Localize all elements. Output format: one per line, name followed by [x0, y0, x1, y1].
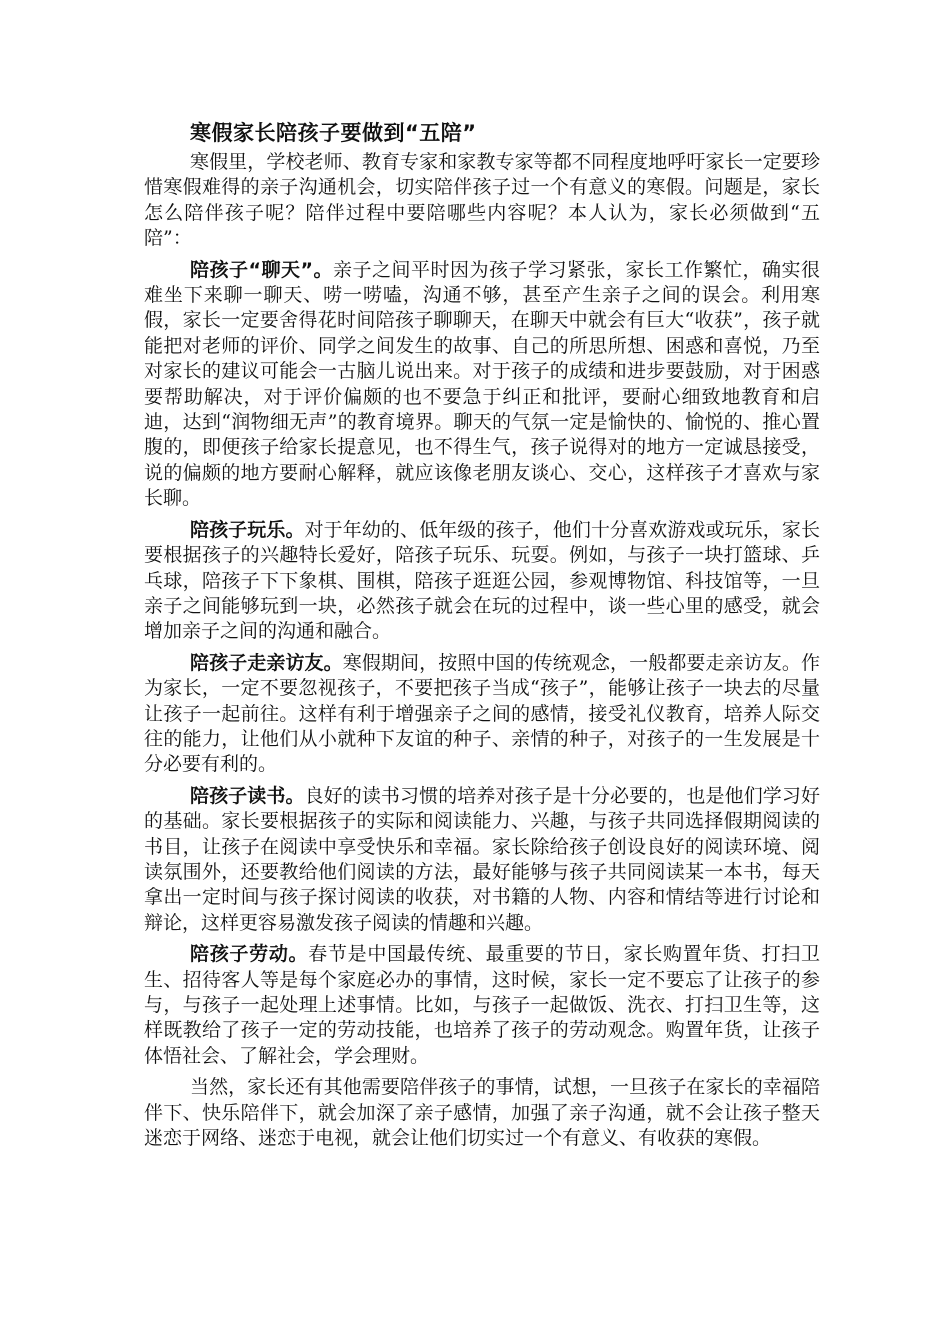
- section-visit-heading: 陪孩子走亲访友。: [190, 651, 343, 674]
- document-title: 寒假家长陪孩子要做到“五陪”: [190, 121, 477, 145]
- section-read: [144, 784, 820, 936]
- section-play-body: 对于年幼的、低年级的孩子，他们十分喜欢游戏或玩乐，家长要根据孩子的兴趣特长爱好，陪孩子玩乐、玩耍。例如，与孩子一块打篮球、乒乓球，陪孩子下下象棋、围棋，陪孩子逛逛公园，参观博物馆、科技馆等，一旦亲子之间能够玩到一块，必然孩子就会在玩的过程中，谈一些心里的感受，就会增加亲子之间的沟通和融合。: [144, 518, 820, 643]
- section-labor-body: 春节是中国最传统、最重要的节日，家长购置年货、打扫卫生、招待客人等是每个家庭必办的事情，这时候，家长一定不要忘了让孩子的参与，与孩子一起处理上述事情。比如，与孩子一起做饭、洗衣、打扫卫生等，这样既教给了孩子一定的劳动技能，也培养了孩子的劳动观念。购置年货，让孩子体悟社会、了解社会，学会理财。: [144, 943, 820, 1067]
- document-page: [144, 118, 820, 1157]
- section-chat: [144, 258, 820, 512]
- section-chat-heading: 陪孩子“聊天”。: [190, 258, 333, 281]
- section-read-body: 良好的读书习惯的培养对孩子是十分必要的，也是他们学习好的基础。家长要根据孩子的实际和阅读能力、兴趣，与孩子共同选择假期阅读的书目，让孩子在阅读中享受快乐和幸福。家长除给孩子创设良好的阅读环境、阅读氛围外，还要教给他们阅读的方法，最好能够与孩子共同阅读某一本书，每天拿出一定时间与孩子探讨阅读的收获，对书籍的人物、内容和情结等进行讨论和辩论，这样更容易激发孩子阅读的情趣和兴趣。: [144, 784, 820, 934]
- section-play: [144, 518, 820, 645]
- section-labor-heading: 陪孩子劳动。: [190, 943, 309, 966]
- section-chat-body: 亲子之间平时因为孩子学习紧张，家长工作繁忙，确实很难坐下来聊一聊天、唠一唠嗑，沟通不够，甚至产生亲子之间的误会。利用寒假，家长一定要舍得花时间陪孩子聊聊天，在聊天中就会有巨大“收获”，孩子就能把对老师的评价、同学之间发生的故事、自己的所思所想、困惑和喜悦，乃至对家长的建议可能会一古脑儿说出来。对于孩子的成绩和进步要鼓励，对于困惑要帮助解决，对于评价偏颇的也不要急于纠正和批评，要耐心细致地教育和启迪，达到“润物细无声”的教育境界。聊天的气氛一定是愉快的、愉悦的、推心置腹的，即便孩子给家长提意见，也不得生气，孩子说得对的地方一定诚恳接受，说的偏颇的地方要耐心解释，就应该像老朋友谈心、交心，这样孩子才喜欢与家长聊。: [144, 258, 820, 510]
- section-visit: [144, 651, 820, 778]
- section-read-heading: 陪孩子读书。: [190, 784, 305, 807]
- section-play-heading: 陪孩子玩乐。: [190, 518, 305, 541]
- intro-paragraph: 寒假里，学校老师、教育专家和家教专家等都不同程度地呼吁家长一定要珍惜寒假难得的亲子沟通机会，切实陪伴孩子过一个有意义的寒假。问题是，家长怎么陪伴孩子呢？陪伴过程中要陪哪些内容呢？本人认为，家长必须做到“五陪”：: [144, 151, 820, 250]
- section-labor: [144, 942, 820, 1069]
- section-visit-body: 寒假期间，按照中国的传统观念，一般都要走亲访友。作为家长，一定不要忽视孩子，不要把孩子当成“孩子”，能够让孩子一块去的尽量让孩子一起前往。这样有利于增强亲子之间的感情，接受礼仪教育，培养人际交往的能力，让他们从小就种下友谊的种子、亲情的种子，对孩子的一生发展是十分必要有利的。: [144, 651, 820, 776]
- conclusion-paragraph: 当然，家长还有其他需要陪伴孩子的事情，试想，一旦孩子在家长的幸福陪伴下、快乐陪伴下，就会加深了亲子感情，加强了亲子沟通，就不会让孩子整天迷恋于网络、迷恋于电视，就会让他们切实过一个有意义、有收获的寒假。: [144, 1076, 820, 1150]
